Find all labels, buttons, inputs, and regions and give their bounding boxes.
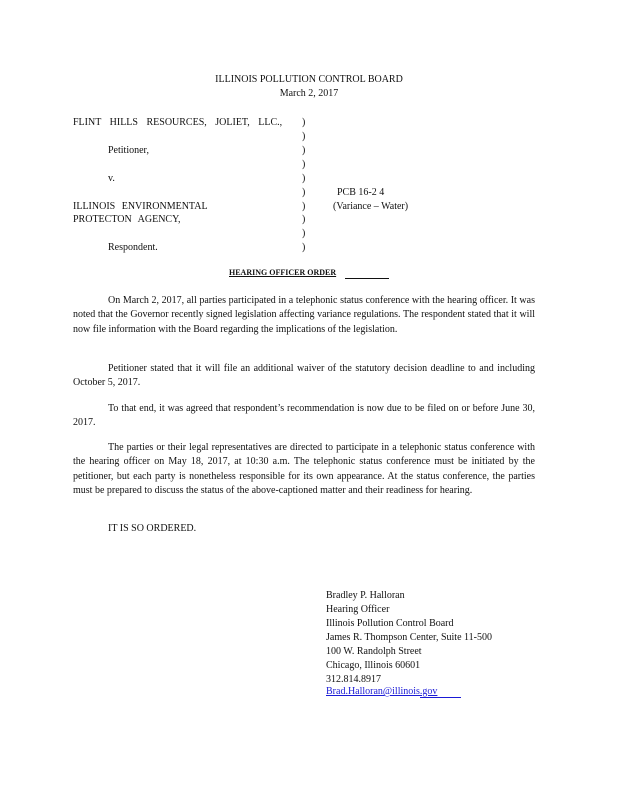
order-paragraph-1: On March 2, 2017, all parties participated in a telephonic status conference with the hearing officer. It was noted that the Governor recently signed legislation affecting variance regulations. The respondent stated that it will now file information with the Board regarding the implications of the legislation. [73,295,535,335]
signer-city: Chicago, Illinois 60601 [326,660,421,671]
caption-paren: ) [302,187,306,198]
caption-paren: ) [302,214,306,225]
caption-paren: ) [302,117,306,128]
order-title: HEARING OFFICER ORDER [229,268,337,277]
case-type: (Variance – Water) [333,201,409,212]
respondent-name-line1: ILLINOIS ENVIRONMENTAL [73,201,208,212]
caption-paren: ) [302,145,306,156]
petitioner-name: FLINT HILLS RESOURCES, JOLIET, LLC., [73,117,283,128]
closing-statement: IT IS SO ORDERED. [108,523,197,534]
respondent-name-line2: PROTECTON AGENCY, [73,214,181,225]
case-number: PCB 16-2 4 [337,187,385,198]
caption-paren: ) [302,228,306,239]
caption-paren: ) [302,201,306,212]
petitioner-role: Petitioner, [108,145,149,156]
caption-paren: ) [302,242,306,253]
respondent-role: Respondent. [108,242,158,253]
signer-phone: 312.814.8917 [326,674,381,685]
signer-address-line1: James R. Thompson Center, Suite 11-500 [326,632,492,643]
order-paragraph-3: To that end, it was agreed that respondent’s recommendation is now due to be filed on or before June 30, 2017. [73,403,535,429]
versus-label: v. [108,173,115,184]
signer-address-line2: 100 W. Randolph Street [326,646,422,657]
order-paragraph-4: The parties or their legal representatives are directed to participate in a telephonic status conference with the hearing officer on May 18, 2017, at 10:30 a.m. The telephonic status conference must be initiated by the petitioner, but each party is nonetheless responsible for its own appearance. At the status conference, the parties must be prepared to discuss the status of the above-captioned matter and their readiness for hearing. [73,442,535,497]
signer-name: Bradley P. Halloran [326,590,405,601]
caption-paren: ) [302,131,306,142]
email-underline [420,697,461,698]
order-date: March 2, 2017 [279,88,339,99]
signer-organization: Illinois Pollution Control Board [326,618,454,629]
caption-paren: ) [302,173,306,184]
signer-email-link[interactable]: Brad.Halloran@illinois.gov [326,686,438,697]
board-name: ILLINOIS POLLUTION CONTROL BOARD [215,74,403,85]
title-underline [345,278,389,279]
signer-title: Hearing Officer [326,604,390,615]
order-paragraph-2: Petitioner stated that it will file an additional waiver of the statutory decision deadline to and including October 5, 2017. [73,363,535,389]
caption-paren: ) [302,159,306,170]
